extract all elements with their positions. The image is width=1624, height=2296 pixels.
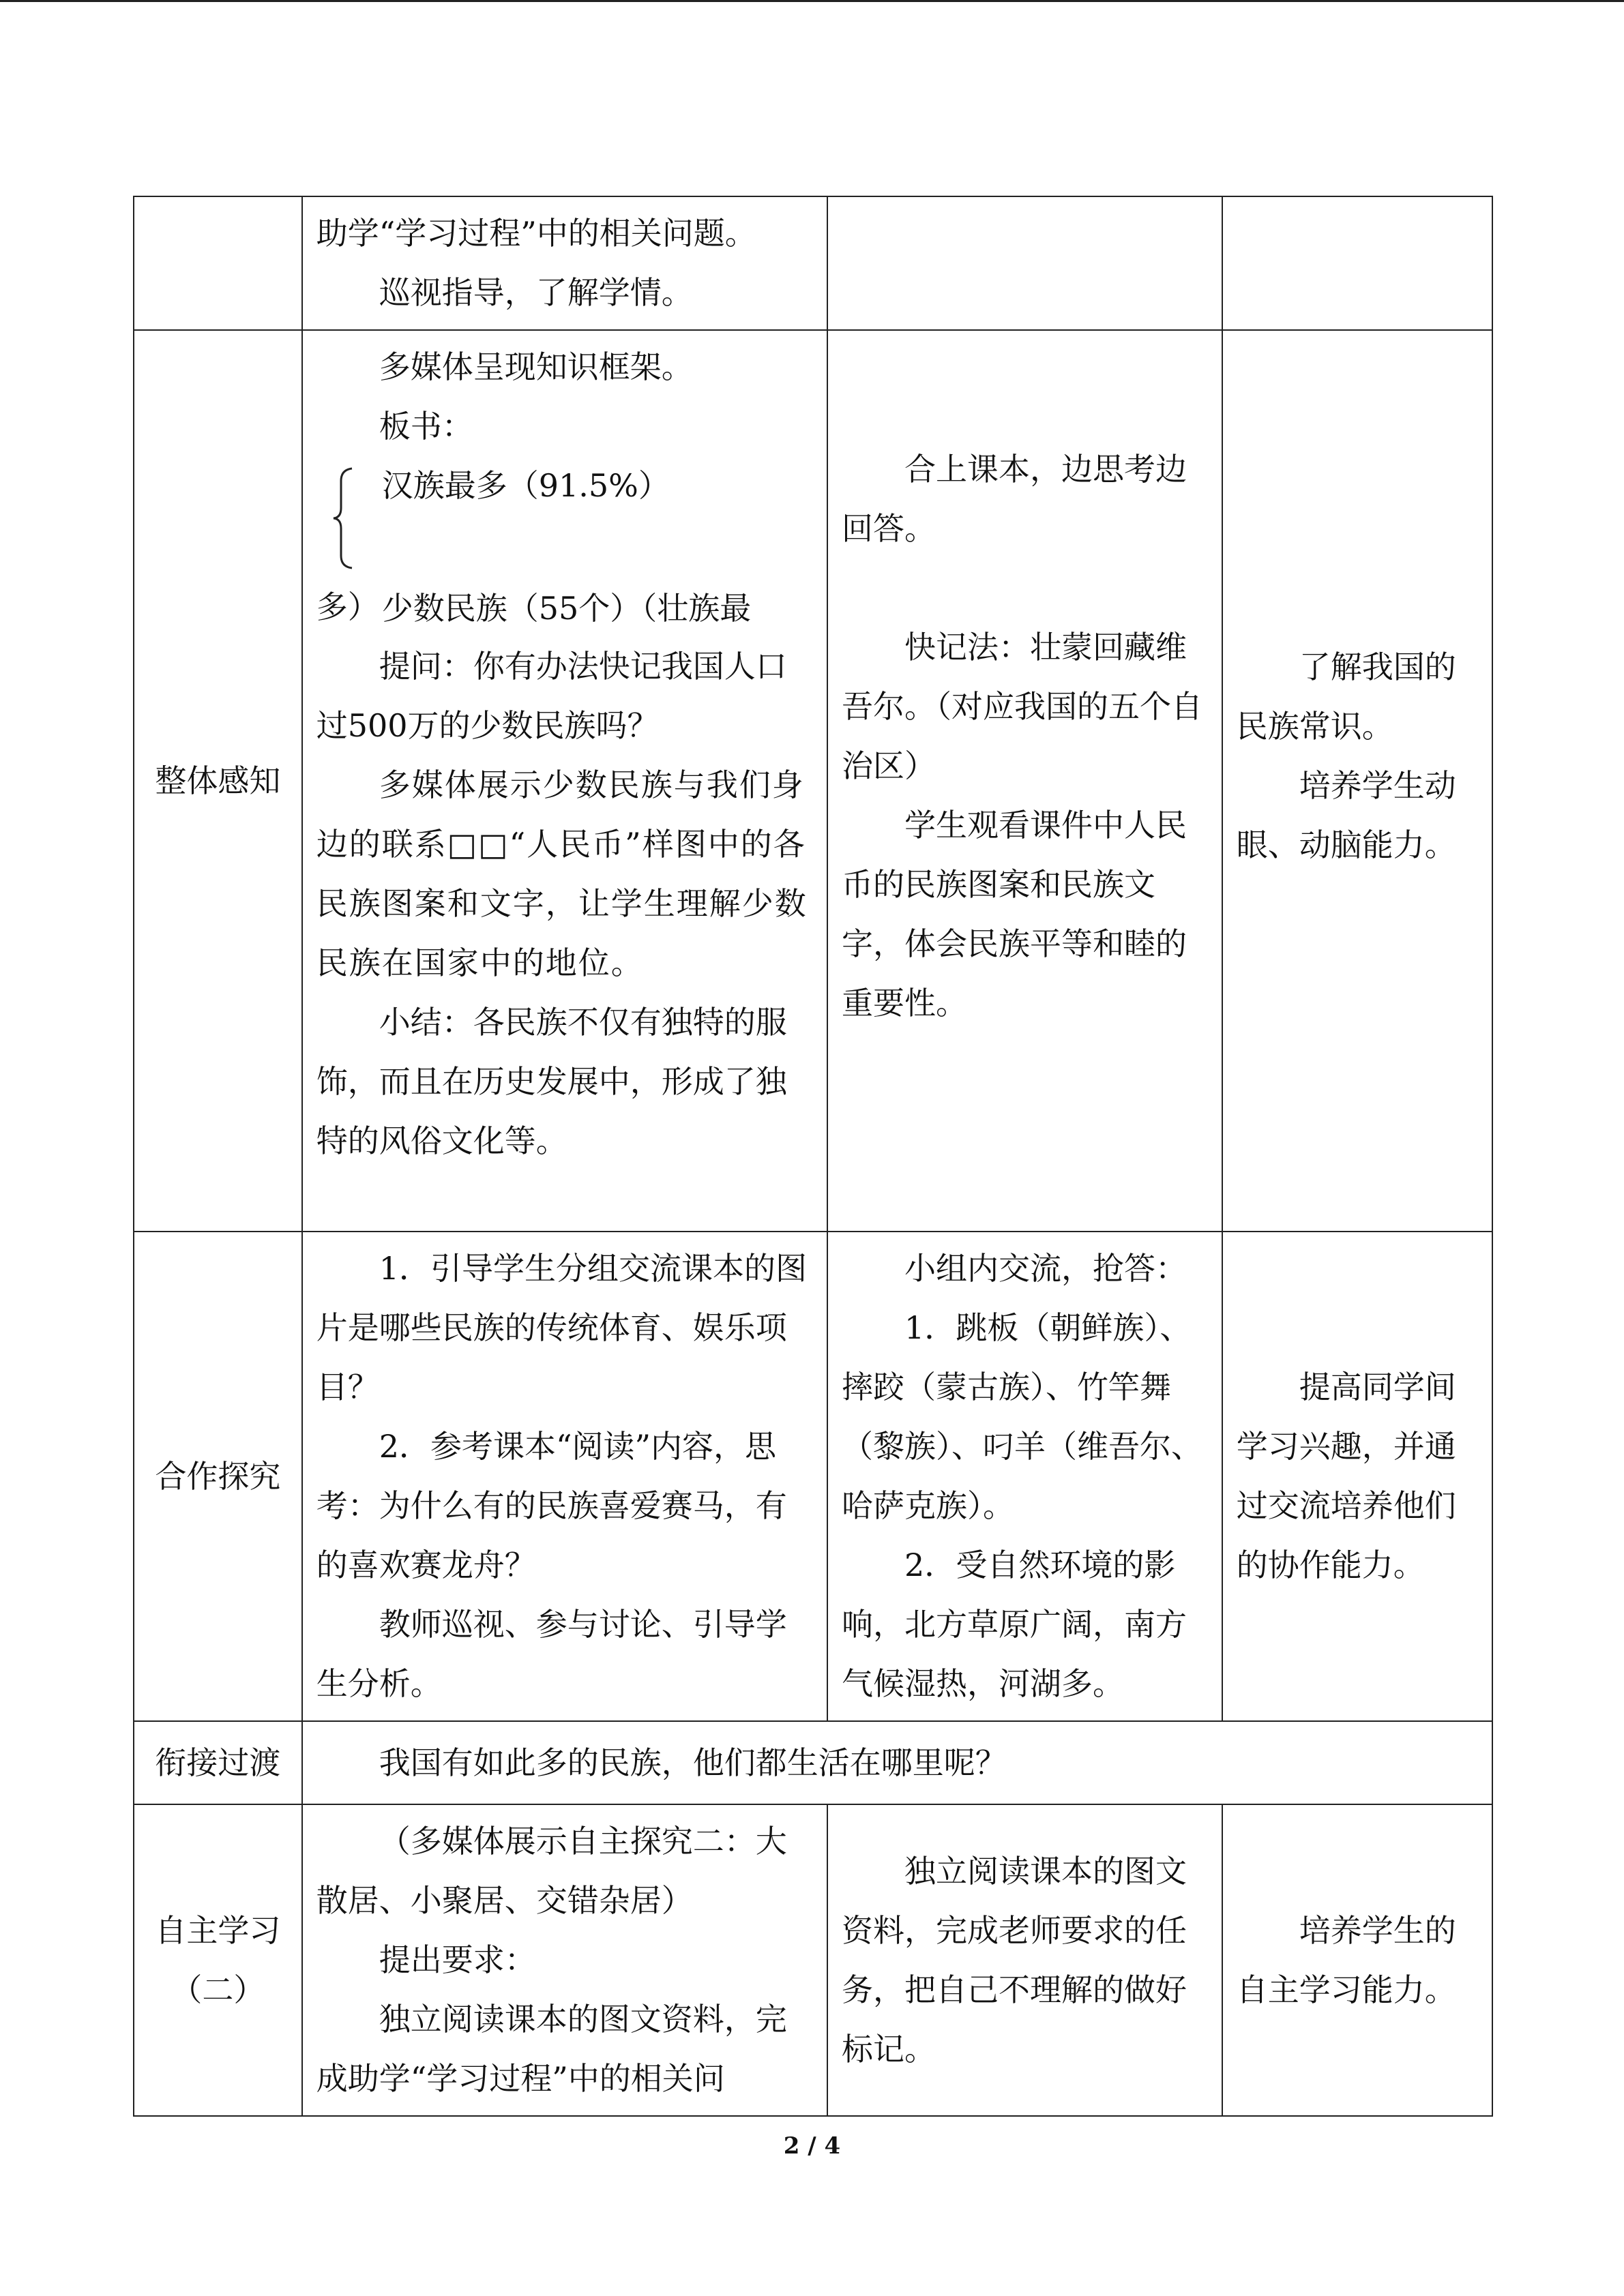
paragraph: 1．引导学生分组交流课本的图片是哪些民族的传统体育、娱乐项目？ [316,1250,808,1405]
stage-label: 自主学习 [155,1911,281,1949]
stage-cell [134,1804,302,2116]
paragraph: 助学“学习过程”中的相关问题。 [316,215,756,252]
paragraph: 提出要求： [379,1941,536,1978]
paragraph: 多） [316,588,379,625]
paragraph: 提高同学间学习兴趣，并通过交流培养他们的协作能力。 [1236,1369,1456,1583]
lesson-plan-table [133,196,1493,2117]
table-row [134,330,1492,1232]
paragraph: 2．参考课本“阅读”内容，思考：为什么有的民族喜爱赛马，有的喜欢赛龙舟？ [316,1428,787,1583]
paragraph: 小组内交流，抢答： [904,1250,1187,1287]
teacher-activity-cell [302,196,827,330]
stage-cell [134,1721,302,1804]
paragraph: 2．受自然环境的影响，北方草原广阔，南方气候湿热，河湖多。 [842,1547,1187,1702]
stage-cell [134,330,302,1232]
design-intent-cell [1222,1804,1492,2116]
paragraph: 了解我国的民族常识。 [1236,648,1456,745]
paragraph: 多媒体呈现知识框架。 [379,348,693,385]
paragraph: 快记法：壮蒙回藏维吾尔。（对应我国的五个自治区） [842,629,1203,784]
transition-cell [302,1721,1492,1804]
teacher-activity-cell [302,1804,827,2116]
stage-label: 合作探究 [155,1457,281,1495]
paragraph: 多媒体展示少数民族与我们身边的联系□□“人民币”样图中的各民族图案和文字，让学生理解少数民族在国家中的地位。 [316,766,808,981]
paragraph: 巡视指导，了解学情。 [379,274,693,311]
paragraph: 我国有如此多的民族，他们都生活在哪里呢？ [379,1744,1007,1781]
paragraph: 独立阅读课本的图文资料，完成老师要求的任务，把自己不理解的做好标记。 [842,1852,1187,2068]
design-intent-cell [1222,1232,1492,1721]
paragraph: 提问：你有办法快记我国人口过500万的少数民族吗？ [316,648,787,744]
paragraph: 1．跳板（朝鲜族）、摔跤（蒙古族）、竹竿舞（黎族）、叼羊（维吾尔、哈萨克族）。 [842,1309,1203,1524]
paragraph: 合上课本，边思考边回答。 [842,451,1187,547]
paragraph: 板书： [379,408,473,445]
paragraph: 培养学生动眼、动脑能力。 [1236,767,1456,863]
paragraph: 独立阅读课本的图文资料，完成助学“学习过程”中的相关问 [316,2001,787,2097]
student-activity-cell [827,1232,1222,1721]
stage-label: 衔接过渡 [155,1744,281,1781]
paragraph: 培养学生的自主学习能力。 [1236,1911,1456,2008]
stage-label: 整体感知 [155,762,281,799]
student-activity-cell [827,330,1222,1232]
stage-cell [134,1232,302,1721]
paragraph: 小结：各民族不仅有独特的服饰，而且在历史发展中，形成了独特的风俗文化等。 [316,1004,787,1159]
stage-cell [134,196,302,330]
blackboard-brace-diagram [316,456,809,627]
page-number: 2 / 4 [783,2132,841,2160]
student-activity-cell [827,1804,1222,2116]
brace-icon [331,467,355,569]
stage-label-sub: （二） [171,1971,265,2008]
paragraph: （多媒体展示自主探究二：大散居、小聚居、交错杂居） [316,1823,787,1919]
table-row [134,196,1492,330]
table-row [134,1804,1492,2116]
brace-item-minority: 少数民族（55个）（壮族最 [381,590,752,627]
table-row [134,1721,1492,1804]
design-intent-cell [1222,196,1492,330]
teacher-activity-cell [302,330,827,1232]
table-row [134,1232,1492,1721]
paragraph: 学生观看课件中人民币的民族图案和民族文字，体会民族平等和睦的重要性。 [842,807,1187,1022]
student-activity-cell [827,196,1222,330]
design-intent-cell [1222,330,1492,1232]
teacher-activity-cell [302,1232,827,1721]
brace-item-han: 汉族最多（91.5%） [381,467,670,504]
paragraph: 教师巡视、参与讨论、引导学生分析。 [316,1606,787,1702]
